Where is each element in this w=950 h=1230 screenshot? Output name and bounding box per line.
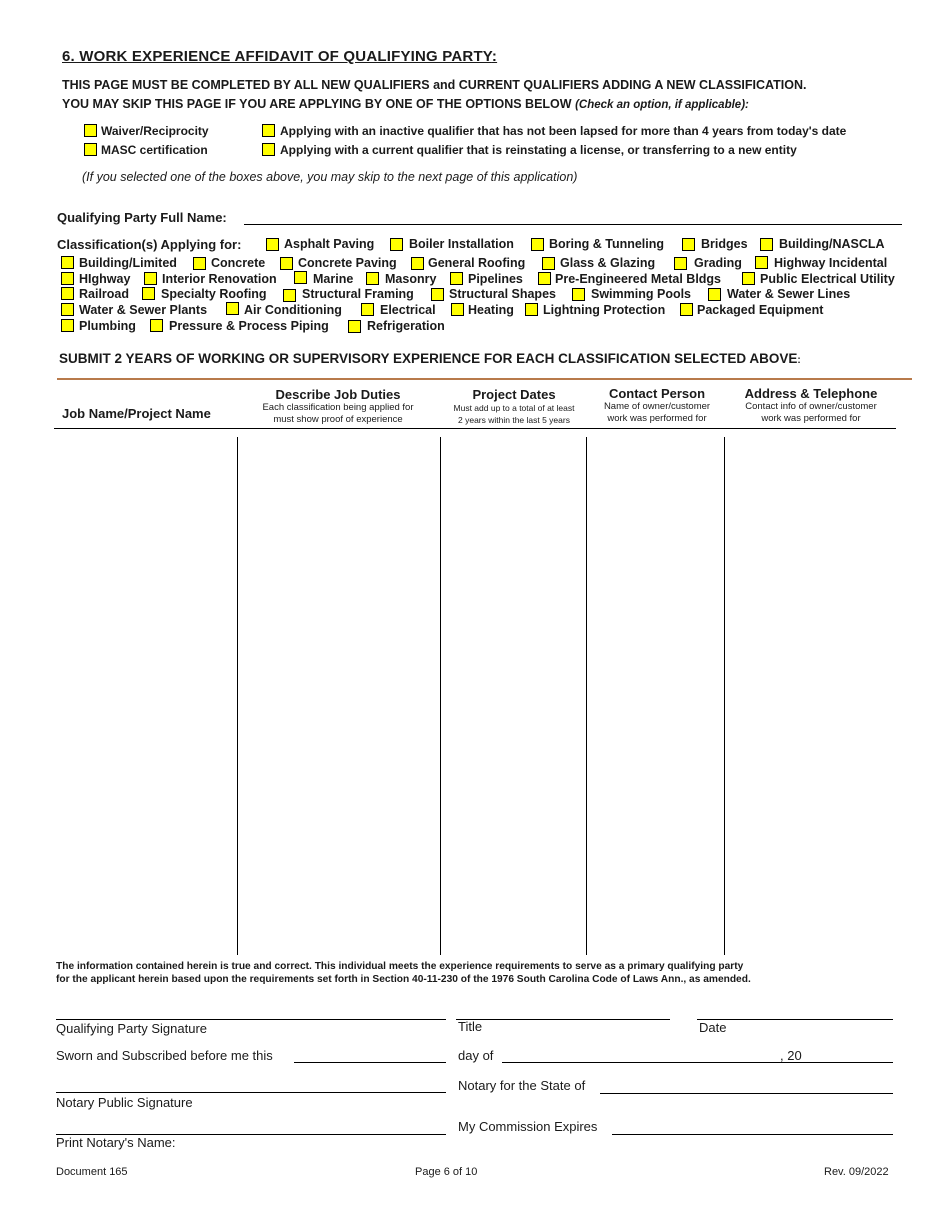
concrete-checkbox[interactable] xyxy=(193,257,206,270)
col-address-sub1: Contact info of owner/customer xyxy=(745,401,877,412)
bridges-checkbox[interactable] xyxy=(682,238,695,251)
sworn-label: Sworn and Subscribed before me this xyxy=(56,1048,273,1063)
packaged-equipment-checkbox[interactable] xyxy=(680,303,693,316)
building-nascla-label: Building/NASCLA xyxy=(779,237,885,251)
structural-shapes-checkbox[interactable] xyxy=(431,288,444,301)
water-sewer-plants-label: Water & Sewer Plants xyxy=(79,303,208,317)
lightning-protection-label: Lightning Protection xyxy=(543,303,666,317)
affirmation-line1: The information contained herein is true and correct. This individual meets the experience requirements to serve as a primary qualifying party xyxy=(56,961,744,972)
waiver-label: Waiver/Reciprocity xyxy=(101,124,209,138)
notary-state-line[interactable] xyxy=(600,1093,893,1094)
grading-label: Grading xyxy=(694,256,742,270)
air-conditioning-checkbox[interactable] xyxy=(226,302,239,315)
plumbing-label: Plumbing xyxy=(79,319,136,333)
inactive-qualifier-checkbox[interactable] xyxy=(262,124,275,137)
col-contact-sub1: Name of owner/customer xyxy=(603,401,711,412)
concrete-paving-label: Concrete Paving xyxy=(298,256,397,270)
col-address-header xyxy=(725,386,897,425)
heating-label: Heating xyxy=(468,303,514,317)
public-electrical-checkbox[interactable] xyxy=(742,272,755,285)
lightning-protection-checkbox[interactable] xyxy=(525,303,538,316)
highway-label: HIghway xyxy=(79,272,131,286)
interior-renovation-checkbox[interactable] xyxy=(144,272,157,285)
section-title: 6. WORK EXPERIENCE AFFIDAVIT OF QUALIFYING PARTY: xyxy=(62,48,498,65)
public-electrical-label: Public Electrical Utility xyxy=(760,272,895,286)
affirmation-line2: for the applicant herein based upon the requirements set forth in Section 40-11-230 of the 1976 South Carolina Code of Laws Ann., as amended. xyxy=(56,974,751,985)
qp-signature-line[interactable] xyxy=(56,1019,446,1020)
asphalt-paving-label: Asphalt Paving xyxy=(284,237,375,251)
building-limited-label: Building/Limited xyxy=(79,256,177,270)
water-sewer-plants-checkbox[interactable] xyxy=(61,303,74,316)
railroad-checkbox[interactable] xyxy=(61,287,74,300)
boiler-installation-label: Boiler Installation xyxy=(409,237,514,251)
bridges-label: Bridges xyxy=(701,237,748,251)
masonry-label: Masonry xyxy=(385,272,437,286)
instructions-line1: THIS PAGE MUST BE COMPLETED BY ALL NEW QUALIFIERS and CURRENT QUALIFIERS ADDING A NEW CLASSIFICATION. xyxy=(62,78,807,92)
footer-rev: Rev. 09/2022 xyxy=(824,1166,889,1178)
heating-checkbox[interactable] xyxy=(451,303,464,316)
title-line[interactable] xyxy=(456,1019,670,1020)
pre-engineered-label: Pre-Engineered Metal Bldgs xyxy=(555,272,722,286)
notary-state-label: Notary for the State of xyxy=(458,1078,586,1093)
packaged-equipment-label: Packaged Equipment xyxy=(697,303,824,317)
col-duties-header xyxy=(238,387,438,426)
instructions-line2: YOU MAY SKIP THIS PAGE IF YOU ARE APPLYING BY ONE OF THE OPTIONS BELOW (Check an option, if applicable): xyxy=(62,97,749,111)
electrical-label: Electrical xyxy=(380,303,436,317)
footer-document: Document 165 xyxy=(56,1166,128,1178)
concrete-paving-checkbox[interactable] xyxy=(280,257,293,270)
concrete-label: Concrete xyxy=(211,256,266,270)
col-contact-header xyxy=(587,386,727,425)
col-duties-title: Describe Job Duties xyxy=(275,387,401,402)
reinstating-checkbox[interactable] xyxy=(262,143,275,156)
title-label: Title xyxy=(458,1019,483,1034)
building-limited-checkbox[interactable] xyxy=(61,256,74,269)
specialty-roofing-checkbox[interactable] xyxy=(142,287,155,300)
pressure-process-piping-checkbox[interactable] xyxy=(150,319,163,332)
structural-framing-label: Structural Framing xyxy=(302,287,414,301)
date-label: Date xyxy=(699,1020,727,1035)
masc-checkbox[interactable] xyxy=(84,143,97,156)
table-col-divider xyxy=(440,437,441,955)
grading-checkbox[interactable] xyxy=(674,257,687,270)
year-prefix: , 20 xyxy=(780,1048,802,1063)
affirmation-text xyxy=(56,960,751,986)
highway-incidental-label: Highway Incidental xyxy=(774,256,888,270)
qualifying-party-name-field[interactable] xyxy=(244,224,902,225)
sworn-day-line[interactable] xyxy=(294,1062,446,1063)
general-roofing-label: General Roofing xyxy=(428,256,526,270)
masonry-checkbox[interactable] xyxy=(366,272,379,285)
refrigeration-checkbox[interactable] xyxy=(348,320,361,333)
col-contact-sub2: work was performed for xyxy=(607,413,707,424)
table-col-divider xyxy=(237,437,238,955)
print-notary-label: Print Notary's Name: xyxy=(56,1135,176,1150)
col-contact-title: Contact Person xyxy=(608,386,706,401)
glass-glazing-checkbox[interactable] xyxy=(542,257,555,270)
electrical-checkbox[interactable] xyxy=(361,303,374,316)
col-address-sub2: work was performed for xyxy=(761,413,861,424)
building-nascla-checkbox[interactable] xyxy=(760,238,773,251)
masc-label: MASC certification xyxy=(101,143,208,157)
marine-label: Marine xyxy=(313,272,354,286)
waiver-checkbox[interactable] xyxy=(84,124,97,137)
boring-tunneling-label: Boring & Tunneling xyxy=(549,237,665,251)
inactive-qualifier-label: Applying with an inactive qualifier that has not been lapsed for more than 4 years from today's date xyxy=(280,124,847,138)
col-dates-header xyxy=(441,387,587,426)
marine-checkbox[interactable] xyxy=(294,271,307,284)
col-dates-sub2: 2 years within the last 5 years xyxy=(458,415,570,425)
pipelines-label: Pipelines xyxy=(468,272,523,286)
col-address-title: Address & Telephone xyxy=(744,386,878,401)
col-duties-sub2: must show proof of experience xyxy=(273,414,403,425)
asphalt-paving-checkbox[interactable] xyxy=(266,238,279,251)
air-conditioning-label: Air Conditioning xyxy=(244,303,342,317)
boring-tunneling-checkbox[interactable] xyxy=(531,238,544,251)
boiler-installation-checkbox[interactable] xyxy=(390,238,403,251)
plumbing-checkbox[interactable] xyxy=(61,319,74,332)
commission-line[interactable] xyxy=(612,1134,893,1135)
qualifying-party-label: Qualifying Party Full Name: xyxy=(57,210,227,225)
highway-checkbox[interactable] xyxy=(61,272,74,285)
pipelines-checkbox[interactable] xyxy=(450,272,463,285)
swimming-pools-label: Swimming Pools xyxy=(591,287,692,301)
experience-table-body[interactable] xyxy=(54,437,896,955)
qp-signature-label: Qualifying Party Signature xyxy=(56,1021,208,1036)
water-sewer-lines-label: Water & Sewer Lines xyxy=(727,287,851,301)
highway-incidental-checkbox[interactable] xyxy=(755,256,768,269)
heading-divider xyxy=(57,378,912,380)
railroad-label: Railroad xyxy=(79,287,130,301)
month-line[interactable] xyxy=(502,1062,893,1063)
swimming-pools-checkbox[interactable] xyxy=(572,288,585,301)
notary-signature-line[interactable] xyxy=(56,1092,446,1093)
col-duties-sub1: Each classification being applied for xyxy=(262,402,414,413)
skip-note: (If you selected one of the boxes above, you may skip to the next page of this application) xyxy=(82,170,578,184)
submit-heading: SUBMIT 2 YEARS OF WORKING OR SUPERVISORY EXPERIENCE FOR EACH CLASSIFICATION SELECTED ABOVE: xyxy=(59,351,801,366)
commission-label: My Commission Expires xyxy=(458,1119,598,1134)
water-sewer-lines-checkbox[interactable] xyxy=(708,288,721,301)
specialty-roofing-label: Specialty Roofing xyxy=(161,287,267,301)
general-roofing-checkbox[interactable] xyxy=(411,257,424,270)
table-header-rule xyxy=(54,428,896,429)
classification-label: Classification(s) Applying for: xyxy=(57,237,242,252)
refrigeration-label: Refrigeration xyxy=(367,319,445,333)
table-col-divider xyxy=(586,437,587,955)
structural-framing-checkbox[interactable] xyxy=(283,289,296,302)
pressure-process-piping-label: Pressure & Process Piping xyxy=(169,319,329,333)
glass-glazing-label: Glass & Glazing xyxy=(560,256,656,270)
col-dates-title: Project Dates xyxy=(472,387,556,402)
table-col-divider xyxy=(724,437,725,955)
footer-page: Page 6 of 10 xyxy=(415,1166,478,1178)
col-job-name: Job Name/Project Name xyxy=(62,406,211,421)
pre-engineered-checkbox[interactable] xyxy=(538,272,551,285)
interior-renovation-label: Interior Renovation xyxy=(162,272,277,286)
day-of-label: day of xyxy=(458,1048,494,1063)
structural-shapes-label: Structural Shapes xyxy=(449,287,556,301)
col-dates-sub1: Must add up to a total of at least xyxy=(453,403,575,413)
notary-signature-label: Notary Public Signature xyxy=(56,1095,193,1110)
reinstating-label: Applying with a current qualifier that is reinstating a license, or transferring to a new entity xyxy=(280,143,797,157)
